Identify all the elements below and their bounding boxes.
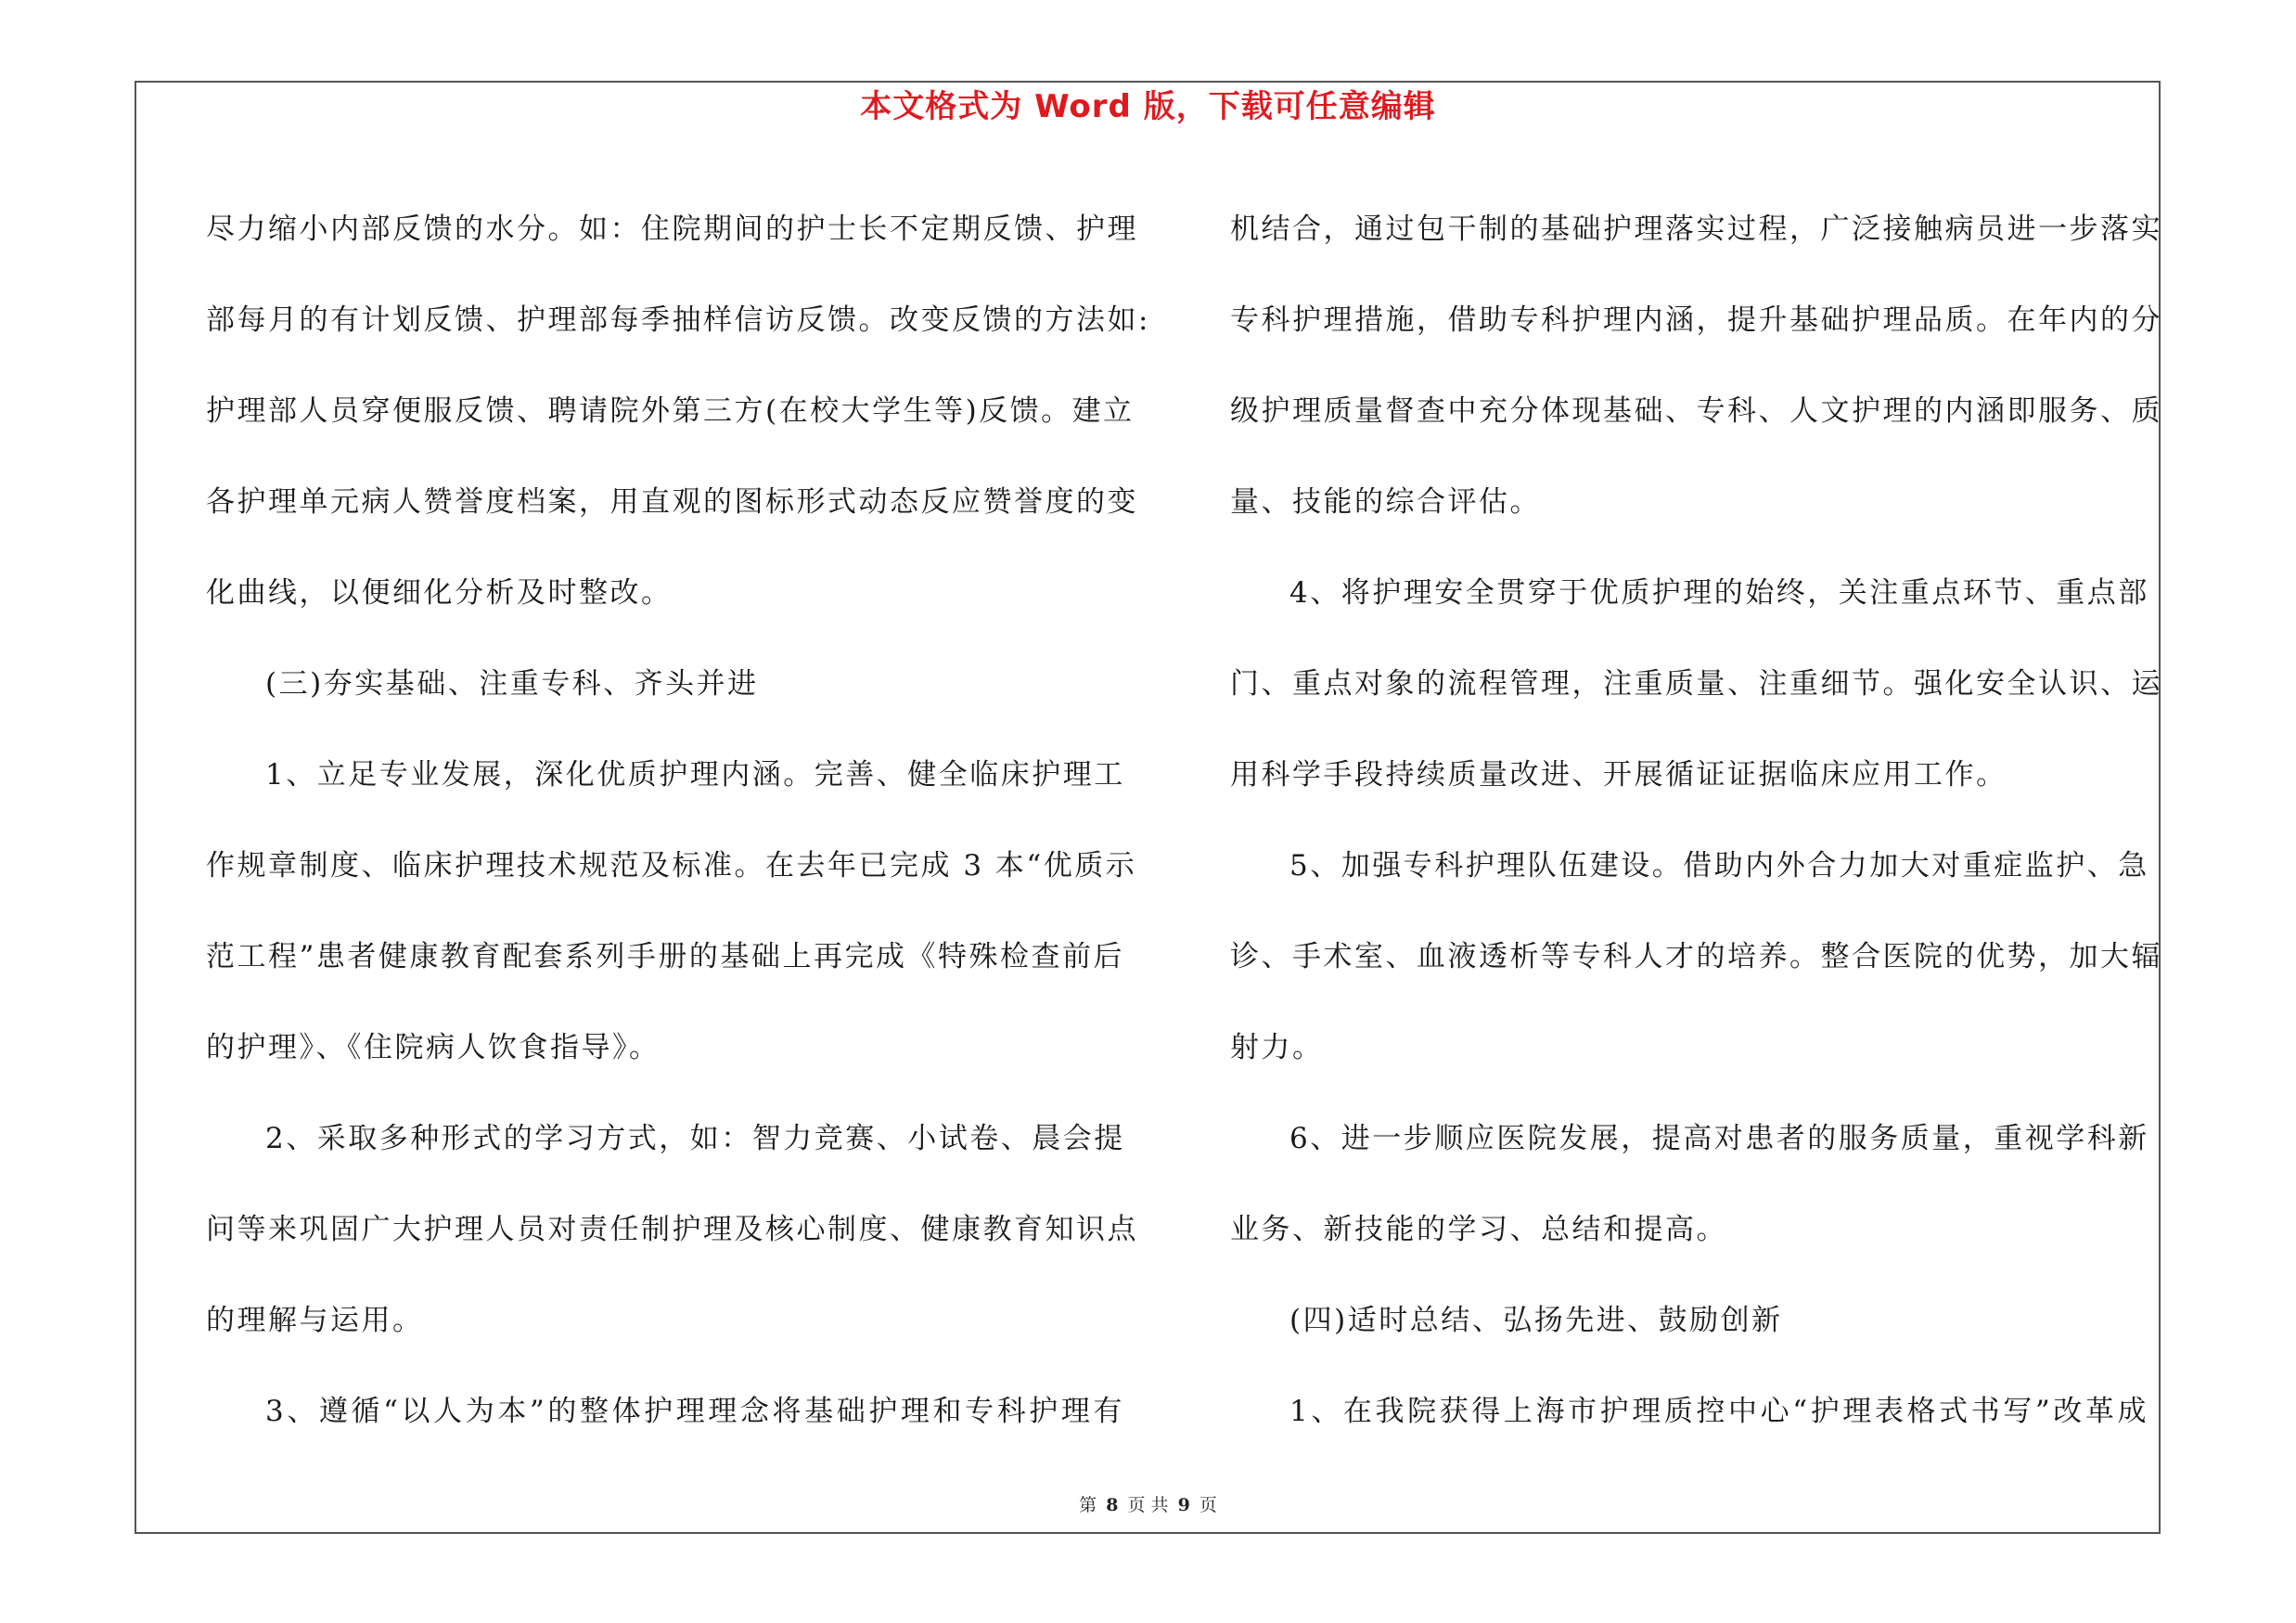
paragraph-line: 尽力缩小内部反馈的水分。如：住院期间的护士长不定期反馈、护理 bbox=[206, 213, 1138, 246]
right-text-column bbox=[1230, 184, 2162, 1464]
total-page-number: 9 bbox=[1177, 1495, 1190, 1515]
footer-middle: 页 共 bbox=[1127, 1495, 1169, 1515]
paragraph-line: 6、进一步顺应医院发展，提高对患者的服务质量，重视学科新 bbox=[1289, 1122, 2149, 1155]
paragraph-line: 2、采取多种形式的学习方式，如：智力竞赛、小试卷、晨会提 bbox=[265, 1122, 1125, 1155]
paragraph-line: 机结合，通过包干制的基础护理落实过程，广泛接触病员进一步落实 bbox=[1230, 213, 2162, 246]
paragraph-line: 问等来巩固广大护理人员对责任制护理及核心制度、健康教育知识点 bbox=[206, 1213, 1138, 1246]
section-heading: (三)夯实基础、注重专科、齐头并进 bbox=[265, 667, 759, 701]
footer-suffix: 页 bbox=[1199, 1495, 1217, 1515]
left-text-column bbox=[206, 184, 1150, 1464]
paragraph-line: 诊、手术室、血液透析等专科人才的培养。整合医院的优势，加大辐 bbox=[1230, 940, 2162, 973]
current-page-number: 8 bbox=[1106, 1495, 1119, 1515]
word-format-banner: 本文格式为 Word 版，下载可任意编辑 bbox=[860, 88, 1436, 125]
paragraph-line: 专科护理措施，借助专科护理内涵，提升基础护理品质。在年内的分 bbox=[1230, 303, 2162, 337]
paragraph-line: 的护理》、《住院病人饮食指导》。 bbox=[206, 1031, 661, 1064]
paragraph-line: 范工程”患者健康教育配套系列手册的基础上再完成《特殊检查前后 bbox=[206, 940, 1124, 973]
paragraph-line: 3、遵循“以人为本”的整体护理理念将基础护理和专科护理有 bbox=[265, 1395, 1124, 1428]
paragraph-line: 1、在我院获得上海市护理质控中心“护理表格式书写”改革成 bbox=[1289, 1395, 2148, 1428]
paragraph-line: 4、将护理安全贯穿于优质护理的始终，关注重点环节、重点部 bbox=[1289, 576, 2149, 610]
paragraph-line: 射力。 bbox=[1230, 1031, 1324, 1064]
paragraph-line: 作规章制度、临床护理技术规范及标准。在去年已完成 3 本“优质示 bbox=[206, 849, 1137, 882]
paragraph-line: 部每月的有计划反馈、护理部每季抽样信访反馈。改变反馈的方法如: bbox=[206, 303, 1150, 337]
paragraph-line: 级护理质量督查中充分体现基础、专科、人文护理的内涵即服务、质 bbox=[1230, 394, 2162, 428]
footer-prefix: 第 bbox=[1079, 1495, 1097, 1515]
paragraph-line: 用科学手段持续质量改进、开展循证证据临床应用工作。 bbox=[1230, 758, 2007, 792]
paragraph-line: 5、加强专科护理队伍建设。借助内外合力加大对重症监护、急 bbox=[1289, 849, 2149, 882]
paragraph-line: 护理部人员穿便服反馈、聘请院外第三方(在校大学生等)反馈。建立 bbox=[206, 394, 1135, 428]
paragraph-line: 门、重点对象的流程管理，注重质量、注重细节。强化安全认识、运 bbox=[1230, 667, 2162, 701]
paragraph-line: 各护理单元病人赞誉度档案，用直观的图标形式动态反应赞誉度的变 bbox=[206, 485, 1138, 519]
paragraph-line: 业务、新技能的学习、总结和提高。 bbox=[1230, 1213, 1727, 1246]
paragraph-line: 的理解与运用。 bbox=[206, 1304, 424, 1337]
page-footer bbox=[0, 1491, 2296, 1519]
section-heading: (四)适时总结、弘扬先进、鼓励创新 bbox=[1289, 1304, 1783, 1337]
paragraph-line: 量、技能的综合评估。 bbox=[1230, 485, 1541, 519]
paragraph-line: 1、立足专业发展，深化优质护理内涵。完善、健全临床护理工 bbox=[265, 758, 1125, 792]
paragraph-line: 化曲线，以便细化分析及时整改。 bbox=[206, 576, 673, 610]
